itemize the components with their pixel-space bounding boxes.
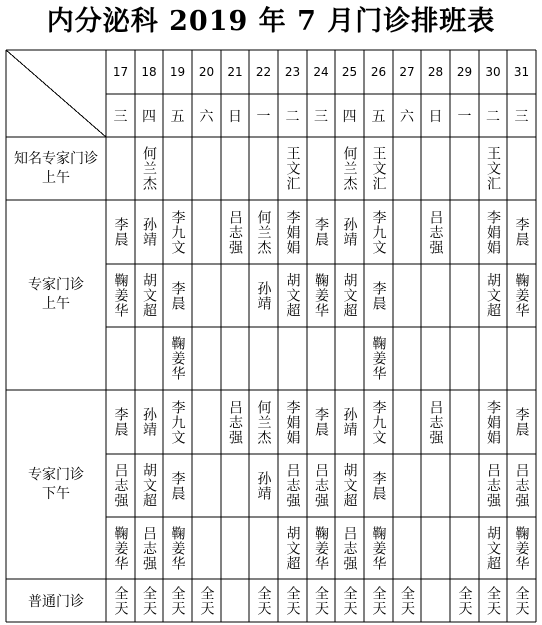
general-clinic-cell: 全天 [513,585,530,616]
doctor-name: 王文汇 [485,146,501,191]
doctor-name: 吕志强 [227,399,243,445]
doctor-name: 胡文超 [141,273,157,318]
general-clinic-cell: 全天 [370,585,387,616]
doctor-name: 李娟娟 [485,209,501,255]
doctor-name: 吕志强 [313,463,329,508]
doctor-name: 王文汇 [284,146,301,191]
doctor-name: 鞠姜华 [313,525,329,571]
row-label-famous-expert-am: 知名专家门诊 上午 [14,150,98,186]
doctor-name: 胡文超 [284,525,301,571]
weekday: 五 [170,108,185,125]
doctor-name: 鞠姜华 [112,273,129,318]
doctor-name: 鞠姜华 [513,273,530,318]
day-number: 26 [370,65,387,79]
doctor-name: 何兰杰 [255,209,272,255]
doctor-name: 胡文超 [341,273,358,318]
doctor-name: 孙靖 [141,217,157,247]
general-clinic-cell: 全天 [141,585,157,616]
doctor-name: 李晨 [370,280,387,311]
day-number: 25 [341,65,358,79]
doctor-name: 鞠姜华 [169,336,186,381]
doctor-name: 李九文 [169,399,186,445]
doctor-name: 吕志强 [485,463,501,508]
doctor-name: 吕志强 [112,463,129,508]
doctor-name: 李娟娟 [284,399,301,445]
day-number: 20 [198,65,215,79]
general-clinic-cell: 全天 [169,585,186,616]
weekday: 一 [457,108,472,125]
doctor-name: 鞠姜华 [313,273,329,318]
doctor-name: 李晨 [370,470,387,501]
doctor-name: 李娟娟 [284,209,301,255]
day-number: 30 [485,65,501,79]
doctor-name: 吕志强 [227,209,243,255]
doctor-name: 鞠姜华 [169,525,186,571]
doctor-name: 王文汇 [370,146,387,191]
day-number: 19 [169,65,186,79]
day-number: 17 [112,65,129,79]
page-title: 内分泌科 2019 年 7 月门诊排班表 [46,6,496,37]
doctor-name: 吕志强 [427,209,444,255]
doctor-name: 孙靖 [341,217,358,247]
day-number: 29 [456,65,473,79]
doctor-name: 胡文超 [141,463,157,508]
general-clinic-cell: 全天 [198,585,215,616]
doctor-name: 何兰杰 [255,399,272,445]
weekday: 五 [371,108,386,125]
doctor-name: 吕志强 [341,525,358,571]
doctor-name: 鞠姜华 [112,525,129,571]
weekday: 二 [486,108,500,125]
general-clinic-cell: 全天 [399,585,415,616]
doctor-name: 何兰杰 [141,146,157,191]
doctor-name: 鞠姜华 [370,336,387,381]
general-clinic-cell: 全天 [284,585,301,616]
doctor-name: 吕志强 [284,463,301,508]
day-number: 24 [313,65,329,79]
doctor-name: 孙靖 [255,470,272,501]
day-number: 21 [227,65,243,79]
doctor-name: 孙靖 [255,280,272,311]
weekday: 三 [514,108,529,125]
doctor-name: 胡文超 [485,525,501,571]
doctor-name: 李九文 [370,399,387,445]
doctor-name: 胡文超 [284,273,301,318]
doctor-name: 李晨 [169,280,186,311]
doctor-name: 何兰杰 [341,146,358,191]
doctor-name: 李晨 [513,217,530,247]
row-label-expert-pm: 专家门诊 下午 [28,466,84,502]
day-number: 22 [255,65,272,79]
day-number: 23 [284,65,301,79]
doctor-name: 吕志强 [141,525,157,571]
weekday: 四 [342,108,357,125]
general-clinic-cell: 全天 [485,585,501,616]
doctor-name: 孙靖 [341,407,358,437]
weekday: 日 [428,108,443,125]
day-number: 31 [513,65,530,79]
weekday: 三 [113,108,128,125]
general-clinic-cell: 全天 [313,585,329,616]
weekday: 一 [256,108,271,125]
doctor-name: 李九文 [370,209,387,255]
general-clinic-cell: 全天 [456,585,473,616]
weekday: 三 [314,108,328,125]
general-clinic-cell: 全天 [112,585,129,616]
weekday: 日 [228,108,242,125]
doctor-name: 孙靖 [141,407,157,437]
doctor-name: 李晨 [169,470,186,501]
doctor-name: 李晨 [513,407,530,437]
row-label-general: 普通门诊 [28,593,84,610]
weekday: 六 [400,108,414,125]
doctor-name: 吕志强 [427,399,444,445]
day-number: 28 [427,65,444,79]
doctor-name: 李晨 [313,407,329,437]
doctor-name: 鞠姜华 [370,525,387,571]
day-number: 27 [399,65,415,79]
general-clinic-cell: 全天 [255,585,272,616]
doctor-name: 胡文超 [341,463,358,508]
row-label-expert-am: 专家门诊 上午 [28,277,84,312]
weekday: 六 [199,108,214,125]
doctor-name: 胡文超 [485,273,501,318]
doctor-name: 鞠姜华 [513,525,530,571]
day-number: 18 [141,65,157,79]
doctor-name: 李晨 [112,217,129,247]
general-clinic-cell: 全天 [341,585,358,616]
doctor-name: 李晨 [112,407,129,437]
doctor-name: 吕志强 [513,463,530,508]
header-diagonal [6,50,106,137]
doctor-name: 李九文 [169,209,186,255]
doctor-name: 李晨 [313,217,329,247]
doctor-name: 李娟娟 [485,399,501,445]
weekday: 二 [285,108,300,125]
weekday: 四 [142,108,156,125]
